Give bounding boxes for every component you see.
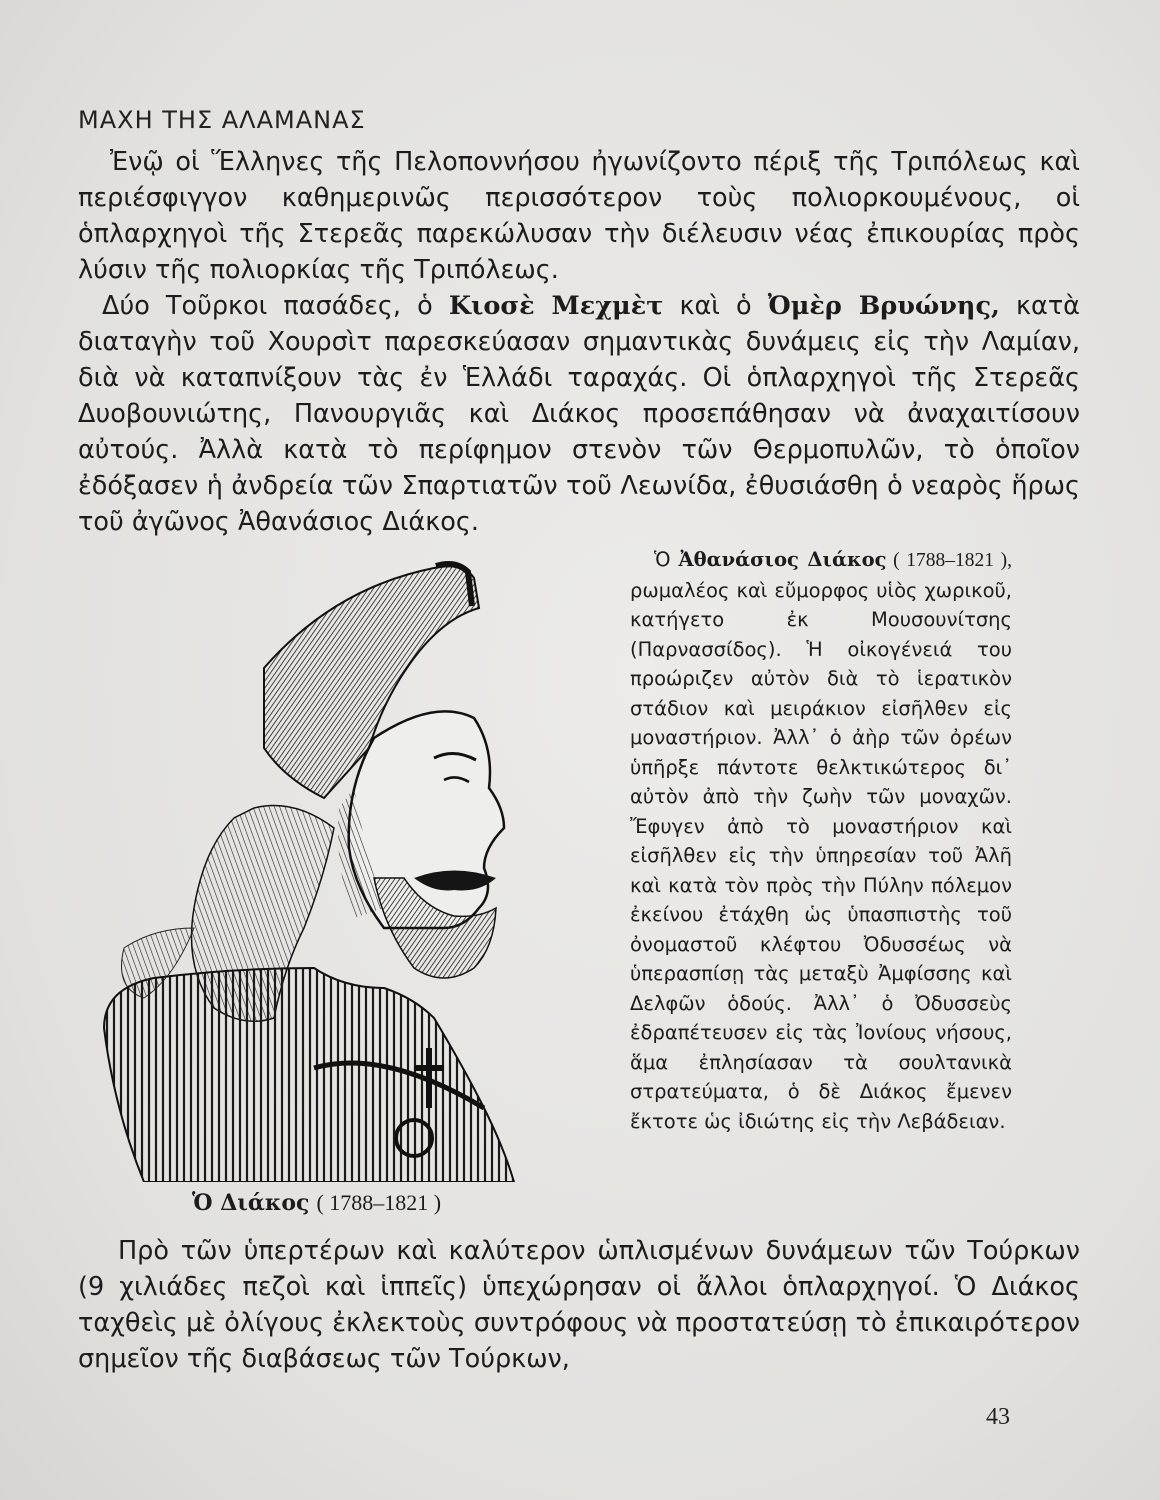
paragraph-turkish-pashas xyxy=(78,288,1080,540)
paragraph-turkish-pashas-text xyxy=(78,288,1080,540)
caption-years: ( 1788–1821 ) xyxy=(316,1190,442,1215)
page-number: 43 xyxy=(986,1404,1010,1430)
chapter-heading: ΜΑΧΗ ΤΗΣ ΑΛΑΜΑΝΑΣ xyxy=(78,106,366,134)
diakos-portrait-illustration xyxy=(84,548,604,1182)
bio-lead: Ὁ xyxy=(654,548,679,571)
paragraph-intro-text: Ἐνῷ οἱ Ἕλληνες τῆς Πελοποννήσου ἠγωνίζοντο πέριξ τῆς Τριπόλεως καὶ περιέσφιγγον καθημερινῶς περισσότερον τοὺς πολιορκουμένους, οἱ ὁπλαρχηγοὶ τῆς Στερεᾶς παρεκώλυσαν τὴν διέλευσιν νέας ἐπικουρίας πρὸς λύσιν τῆς πολιορκίας τῆς Τριπόλεως. xyxy=(78,147,1080,285)
bio-name: Ἀθανάσιος Διάκος xyxy=(678,548,887,571)
biography-sidebar xyxy=(630,545,1012,1136)
name-kiose-mehmet: Κιοσὲ Μεχμὲτ xyxy=(448,291,664,321)
biography-text xyxy=(630,545,1012,1136)
paragraph-rest: κατὰ διαταγὴν τοῦ Χουρσὶτ παρεσκεύασαν σημαντικὰς δυνάμεις εἰς τὴν Λαμίαν, διὰ νὰ καταπνίξουν τὰς ἐν Ἑλλάδι ταραχάς. Οἱ ὁπλαρχηγοὶ τῆς Στερεᾶς Δυοβουνιώτης, Πανουργιᾶς καὶ Διάκος προσεπάθησαν νὰ ἀναχαιτίσουν αὐτούς. Ἀλλὰ κατὰ τὸ περίφημον στενὸν τῶν Θερμοπυλῶν, τὸ ὁποῖον ἐδόξασεν ἡ ἀνδρεία τῶν Σπαρτιατῶν τοῦ Λεωνίδα, ἐθυσιάσθη ὁ νεαρὸς ἥρως τοῦ ἀγῶνος Ἀθανάσιος Διάκος. xyxy=(78,291,1080,537)
bio-years: ( 1788–1821 ), xyxy=(886,550,1012,571)
bio-body: ρωμαλέος καὶ εὔμορφος υἱὸς χωρικοῦ, κατήγετο ἐκ Μουσουνίτσης (Παρνασσίδος). Ἡ οἰκογένειά του προώριζεν αὐτὸν διὰ τὸ ἱερατικὸν στάδιον καὶ μειράκιον εἰσῆλθεν εἰς μοναστήριον. Ἀλλ᾽ ὁ ἀὴρ τῶν ὀρέων ὑπῆρξε πάντοτε θελκτικώτερος δι᾽ αὐτὸν ἀπὸ τὴν ζωὴν τῶν μοναχῶν. Ἔφυγεν ἀπὸ τὸ μοναστήριον καὶ εἰσῆλθεν εἰς τὴν ὑπηρεσίαν τοῦ Ἀλῆ καὶ κατὰ τὸν πρὸς τὴν Πύλην πόλεμον ἐκείνου ἐτάχθη ὡς ὑπασπιστὴς τοῦ ὀνομαστοῦ κλέφτου Ὀδυσσέως νὰ ὑπερασπίσῃ τὰς μεταξὺ Ἀμφίσσης καὶ Δελφῶν ὁδούς. Ἀλλ᾽ ὁ Ὀδυσσεὺς ἐδραπέτευσεν εἰς τὰς Ἰονίους νήσους, ἅμα ἐπλησίασαν τὰ σουλτανικὰ στρατεύματα, ὁ δὲ Διάκος ἔμενεν ἔκτοτε ὡς ἰδιώτης εἰς τὴν Λεβάδειαν. xyxy=(630,578,1012,1133)
figure-caption xyxy=(192,1190,441,1216)
paragraph-retreat-text: Πρὸ τῶν ὑπερτέρων καὶ καλύτερον ὡπλισμένων δυνάμεων τῶν Τούρκων (9 χιλιάδες πεζοὶ καὶ ἱππεῖς) ὑπεχώρησαν οἱ ἄλλοι ὁπλαρχηγοί. Ὁ Διάκος ταχθεὶς μὲ ὀλίγους ἐκλεκτοὺς συντρόφους νὰ προστατεύσῃ τὸ ἐπικαιρότερον σημεῖον τῆς διαβάσεως τῶν Τούρκων, xyxy=(78,1236,1080,1374)
caption-name: Ὁ Διάκος xyxy=(192,1190,310,1216)
paragraph-lead: Δύο Τοῦρκοι πασάδες, ὁ xyxy=(102,291,449,321)
paragraph-intro xyxy=(78,144,1080,288)
paragraph-mid: καὶ ὁ xyxy=(663,291,768,321)
name-omer-vryonis: Ὀμὲρ Βρυώνης, xyxy=(767,291,1000,321)
paragraph-retreat xyxy=(78,1233,1080,1377)
